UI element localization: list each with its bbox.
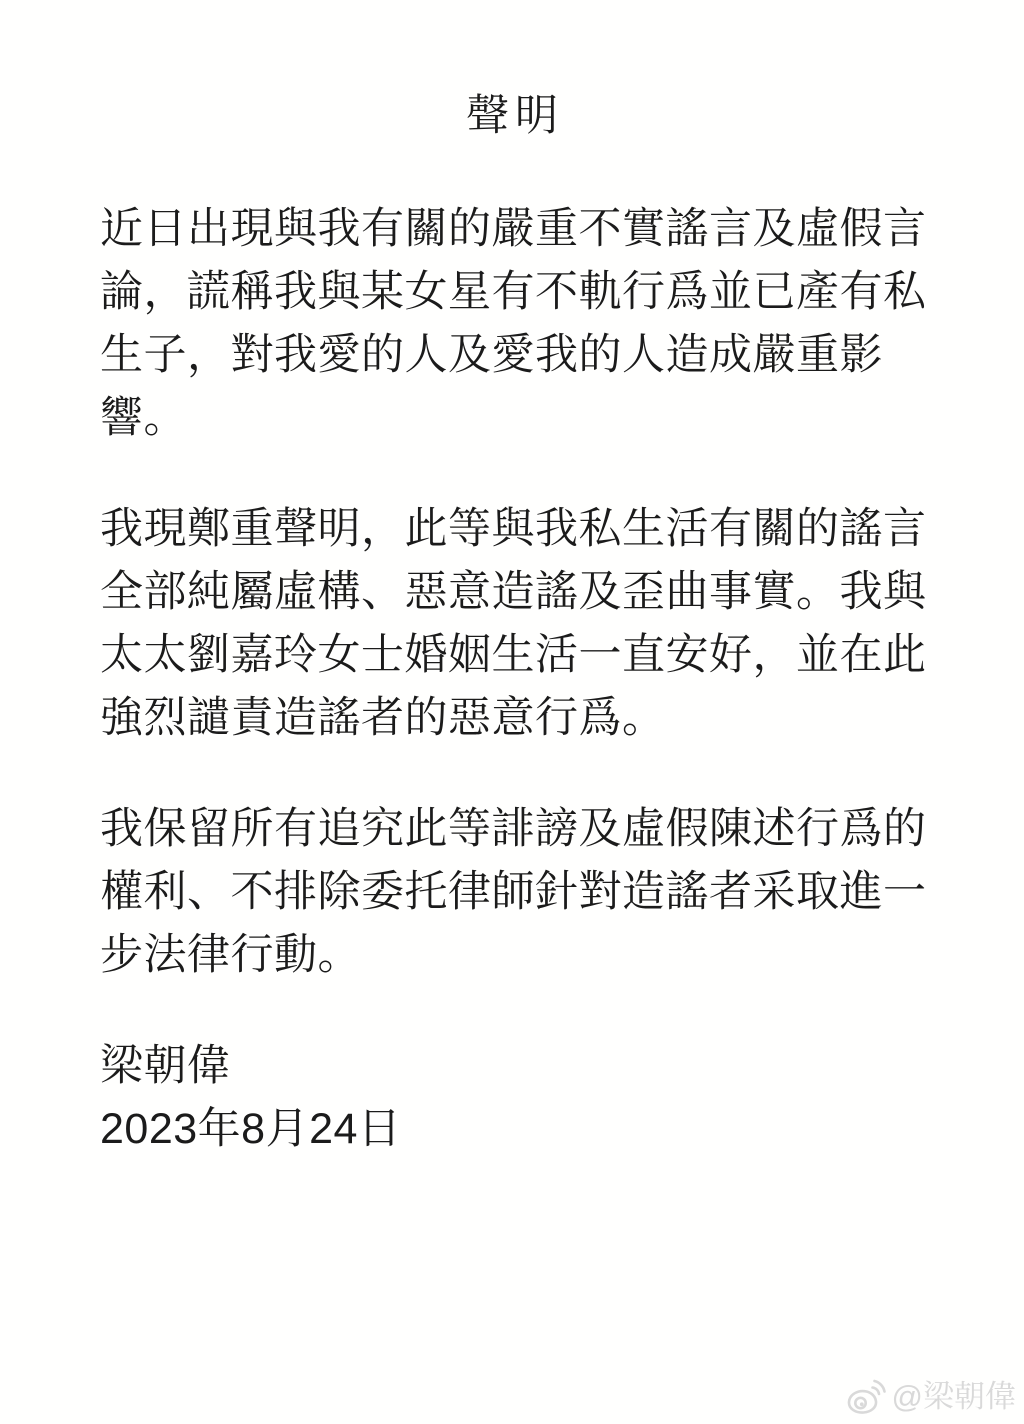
statement-title: 聲明 — [466, 92, 564, 140]
statement-line: 太太劉嘉玲女士婚姻生活一直安好，並在此 — [100, 631, 927, 679]
weibo-watermark — [845, 1378, 1016, 1415]
signature-date: 2023年8月24日 — [100, 1105, 402, 1153]
statement-line: 生子，對我愛的人及愛我的人造成嚴重影 — [100, 331, 883, 379]
weibo-icon — [845, 1378, 887, 1415]
statement-line: 權利、不排除委托律師針對造謠者采取進一 — [100, 868, 927, 916]
statement-paragraph-3 — [100, 798, 930, 987]
statement-line: 全部純屬虛構、惡意造謠及歪曲事實。我與 — [100, 568, 927, 616]
statement-line: 步法律行動。 — [100, 931, 361, 979]
statement-line: 我保留所有追究此等誹謗及虛假陳述行爲的 — [100, 805, 927, 853]
statement-paragraph-1 — [100, 198, 930, 450]
statement-line: 論，謊稱我與某女星有不軌行爲並已產有私 — [100, 268, 927, 316]
signature-name: 梁朝偉 — [100, 1042, 231, 1090]
watermark-handle: @梁朝偉 — [891, 1378, 1016, 1414]
statement-paragraph-2 — [100, 498, 930, 750]
statement-line: 我現鄭重聲明，此等與我私生活有關的謠言 — [100, 505, 927, 553]
statement-line: 近日出現與我有關的嚴重不實謠言及虛假言 — [100, 205, 927, 253]
signature-block — [100, 1035, 930, 1161]
statement-line: 響。 — [100, 394, 187, 442]
statement-document — [100, 85, 930, 1161]
statement-line: 強烈譴責造謠者的惡意行爲。 — [100, 694, 666, 742]
